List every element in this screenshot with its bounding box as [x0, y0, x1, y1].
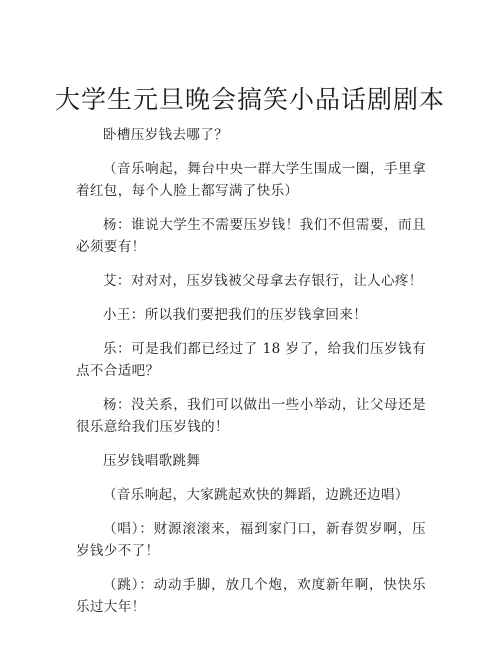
- paragraph: 乐：可是我们都已经过了 18 岁了，给我们压岁钱有点不合适吧？: [76, 341, 426, 379]
- paragraph: （唱）：财源滚滚来，福到家门口，新春贺岁啊，压岁钱少不了！: [76, 521, 426, 559]
- paragraph: 卧槽压岁钱去哪了？: [103, 127, 229, 143]
- paragraph: 杨：没关系，我们可以做出一些小举动，让父母还是很乐意给我们压岁钱的！: [76, 397, 426, 435]
- paragraph: 小王：所以我们要把我们的压岁钱拿回来！: [103, 307, 368, 323]
- document-body: [76, 124, 426, 630]
- paragraph: 杨：谁说大学生不需要压岁钱！我们不但需要，而且必须要有！: [76, 217, 426, 255]
- paragraph: 压岁钱唱歌跳舞: [103, 453, 201, 469]
- document-title: 大学生元旦晚会搞笑小品话剧剧本: [54, 85, 445, 114]
- paragraph: （音乐响起，大家跳起欢快的舞蹈，边跳还边唱）: [103, 487, 409, 503]
- paragraph: 艾：对对对，压岁钱被父母拿去存银行，让人心疼！: [103, 273, 423, 289]
- paragraph: （音乐响起，舞台中央一群大学生围成一圈，手里拿着红包，每个人脸上都写满了快乐）: [76, 161, 426, 199]
- paragraph: （跳）：动动手脚，放几个炮，欢度新年啊，快快乐乐过大年！: [76, 577, 426, 615]
